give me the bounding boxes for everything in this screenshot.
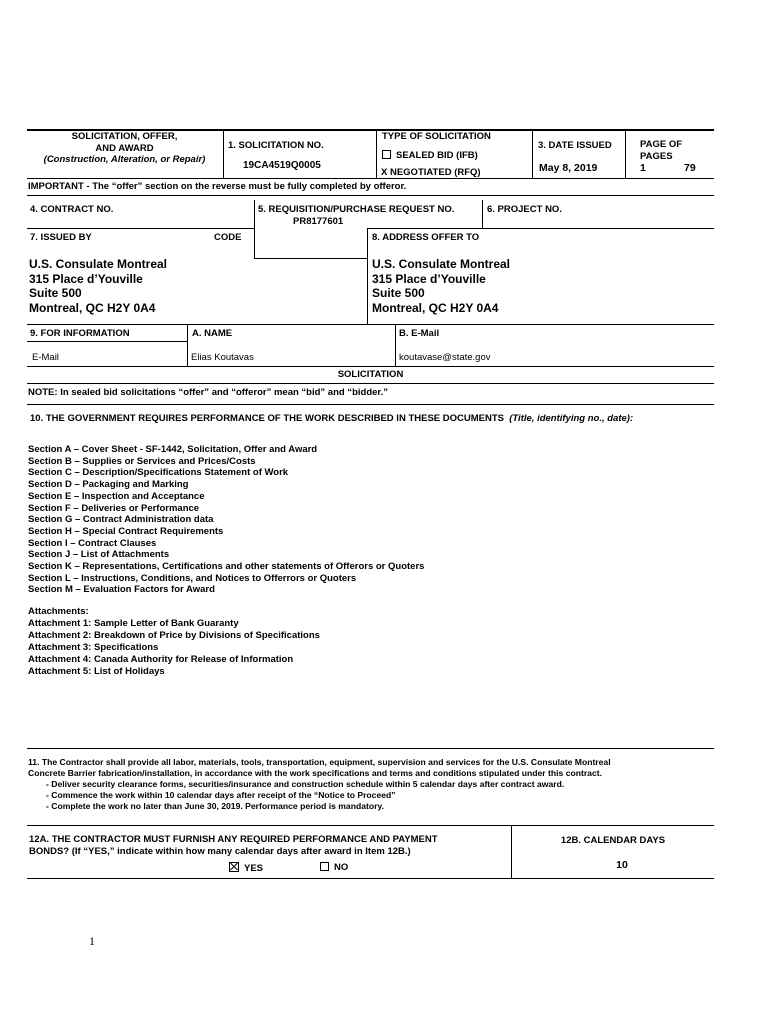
list-item: Section B – Supplies or Services and Prices/Costs — [28, 455, 256, 467]
divider — [376, 131, 377, 178]
attachments-list — [28, 606, 320, 678]
list-item: Section H – Special Contract Requirements — [28, 525, 224, 537]
row-line — [27, 366, 714, 367]
calendar-days-label: 12B. CALENDAR DAYS — [560, 835, 666, 846]
solicitation-no: 19CA4519Q0005 — [243, 160, 321, 171]
sections-list — [28, 444, 424, 596]
for-information-label: 9. FOR INFORMATION — [30, 328, 130, 339]
page-value: 1 — [640, 162, 646, 174]
contact-name: Elias Koutavas — [191, 352, 254, 363]
date-issued: May 8, 2019 — [539, 162, 598, 174]
requisition-no: PR8177601 — [293, 216, 344, 227]
list-item: Attachment 5: List of Holidays — [28, 666, 165, 677]
solicitation-no-label: 1. SOLICITATION NO. — [228, 140, 324, 151]
block12a-text: 12A. THE CONTRACTOR MUST FURNISH ANY REQUIRED PERFORMANCE AND PAYMENT BONDS? (If “YES,” indicate within how many calendar days after award in Item 12B.) — [29, 834, 438, 857]
address-offer-to-label: 8. ADDRESS OFFER TO — [372, 232, 480, 243]
list-item: Section K – Representations, Certifications and other statements of Offerors or Quoters — [28, 561, 425, 573]
important-note: IMPORTANT - The “offer” section on the reverse must be fully completed by offeror. — [28, 181, 407, 192]
list-item: Section E – Inspection and Acceptance — [28, 490, 205, 502]
list-item: Attachment 2: Breakdown of Price by Divisions of Specifications — [28, 630, 320, 641]
row-line — [27, 878, 714, 879]
solicitation-heading: SOLICITATION — [337, 369, 404, 380]
list-item: Section G – Contract Administration data — [28, 514, 214, 526]
issued-by-address: U.S. Consulate Montreal 315 Place d’Youville Suite 500 Montreal, QC H2Y 0A4 — [29, 257, 168, 315]
issued-by-label: 7. ISSUED BY — [30, 232, 92, 243]
list-item: Attachments: — [28, 606, 89, 617]
list-item: Section D – Packaging and Marking — [28, 479, 189, 491]
no-option[interactable]: NO — [320, 862, 348, 874]
row-line — [27, 178, 714, 179]
list-item: Section J – List of Attachments — [28, 549, 170, 561]
list-item: Attachment 4: Canada Authority for Release of Information — [28, 654, 294, 665]
checkbox-empty-icon — [382, 150, 391, 159]
list-item: Section L – Instructions, Conditions, and Notices to Offerrors or Quoters — [28, 572, 357, 584]
contact-email[interactable]: koutavase@state.gov — [399, 352, 491, 363]
sealed-bid-option[interactable]: SEALED BID (IFB) — [382, 150, 478, 162]
divider — [254, 200, 255, 258]
sealed-bid-note: NOTE: In sealed bid solicitations “offer” and “offeror” mean “bid” and “bidder.” — [28, 387, 388, 398]
page-number: 1 — [89, 934, 95, 948]
calendar-days-value: 10 — [616, 859, 628, 871]
row-line — [27, 324, 714, 325]
code-box-bottom — [254, 258, 367, 259]
row-line — [27, 383, 714, 384]
project-no-label: 6. PROJECT NO. — [487, 204, 562, 215]
offer-to-address: U.S. Consulate Montreal 315 Place d’Youville Suite 500 Montreal, QC H2Y 0A4 — [372, 257, 511, 315]
row-line — [367, 228, 714, 229]
date-issued-label: 3. DATE ISSUED — [538, 140, 612, 151]
divider — [395, 324, 396, 366]
divider — [367, 228, 368, 324]
list-item: Section C – Description/Specifications Statement of Work — [28, 467, 289, 479]
yes-option[interactable]: YES — [229, 862, 263, 875]
email-label-b: B. E-Mail — [399, 328, 440, 339]
list-item: Section A – Cover Sheet - SF-1442, Solicitation, Offer and Award — [28, 444, 318, 455]
block10-heading: 10. THE GOVERNMENT REQUIRES PERFORMANCE OF THE WORK DESCRIBED IN THESE DOCUMENTS (Title, identifying no., date): — [30, 413, 634, 424]
row-line — [27, 195, 714, 196]
divider — [532, 131, 533, 178]
divider — [187, 324, 188, 366]
divider — [482, 200, 483, 228]
block11-text: 11. The Contractor shall provide all labor, materials, tools, transportation, equipment, supervision and services for the U.S. Consulate Montreal Concrete Barrier fabrication/installation, in accordance with the work specifications and terms and conditions stipulated under this contract. - Deliver security clearance forms, securities/insurance and construction schedule within 5 calendar days after contract award. - Commence the work within 10 calendar days after receipt of the “Notice to Proceed” - Complete the work no later than June 30, 2019. Performance period is mandatory. — [28, 757, 611, 811]
form-title: SOLICITATION, OFFER, AND AWARD (Construction, Alteration, or Repair) — [43, 131, 206, 165]
divider — [625, 131, 626, 178]
list-item: Attachment 3: Specifications — [28, 642, 159, 653]
name-label: A. NAME — [192, 328, 233, 339]
contract-no-label: 4. CONTRACT NO. — [30, 204, 114, 215]
row-line — [27, 825, 714, 826]
page-of-label: PAGE OF PAGES — [640, 139, 683, 162]
row-line — [27, 748, 714, 749]
checkbox-empty-icon — [320, 862, 329, 871]
email-label: E-Mail — [32, 352, 59, 363]
checkbox-checked-icon — [229, 862, 239, 872]
code-label: CODE — [214, 232, 242, 243]
requisition-label: 5. REQUISITION/PURCHASE REQUEST NO. — [258, 204, 455, 215]
list-item: Section I – Contract Clauses — [28, 537, 157, 549]
type-of-solicitation-label: TYPE OF SOLICITATION — [382, 131, 491, 142]
pages-value: 79 — [684, 162, 696, 174]
list-item: Attachment 1: Sample Letter of Bank Guaranty — [28, 618, 239, 629]
list-item: Section F – Deliveries or Performance — [28, 502, 200, 514]
row-line — [27, 404, 714, 405]
row-line — [27, 341, 187, 342]
divider — [223, 131, 224, 178]
negotiated-option: X NEGOTIATED (RFQ) — [381, 167, 481, 178]
row-line — [27, 228, 254, 229]
list-item: Section M – Evaluation Factors for Award — [28, 584, 215, 596]
